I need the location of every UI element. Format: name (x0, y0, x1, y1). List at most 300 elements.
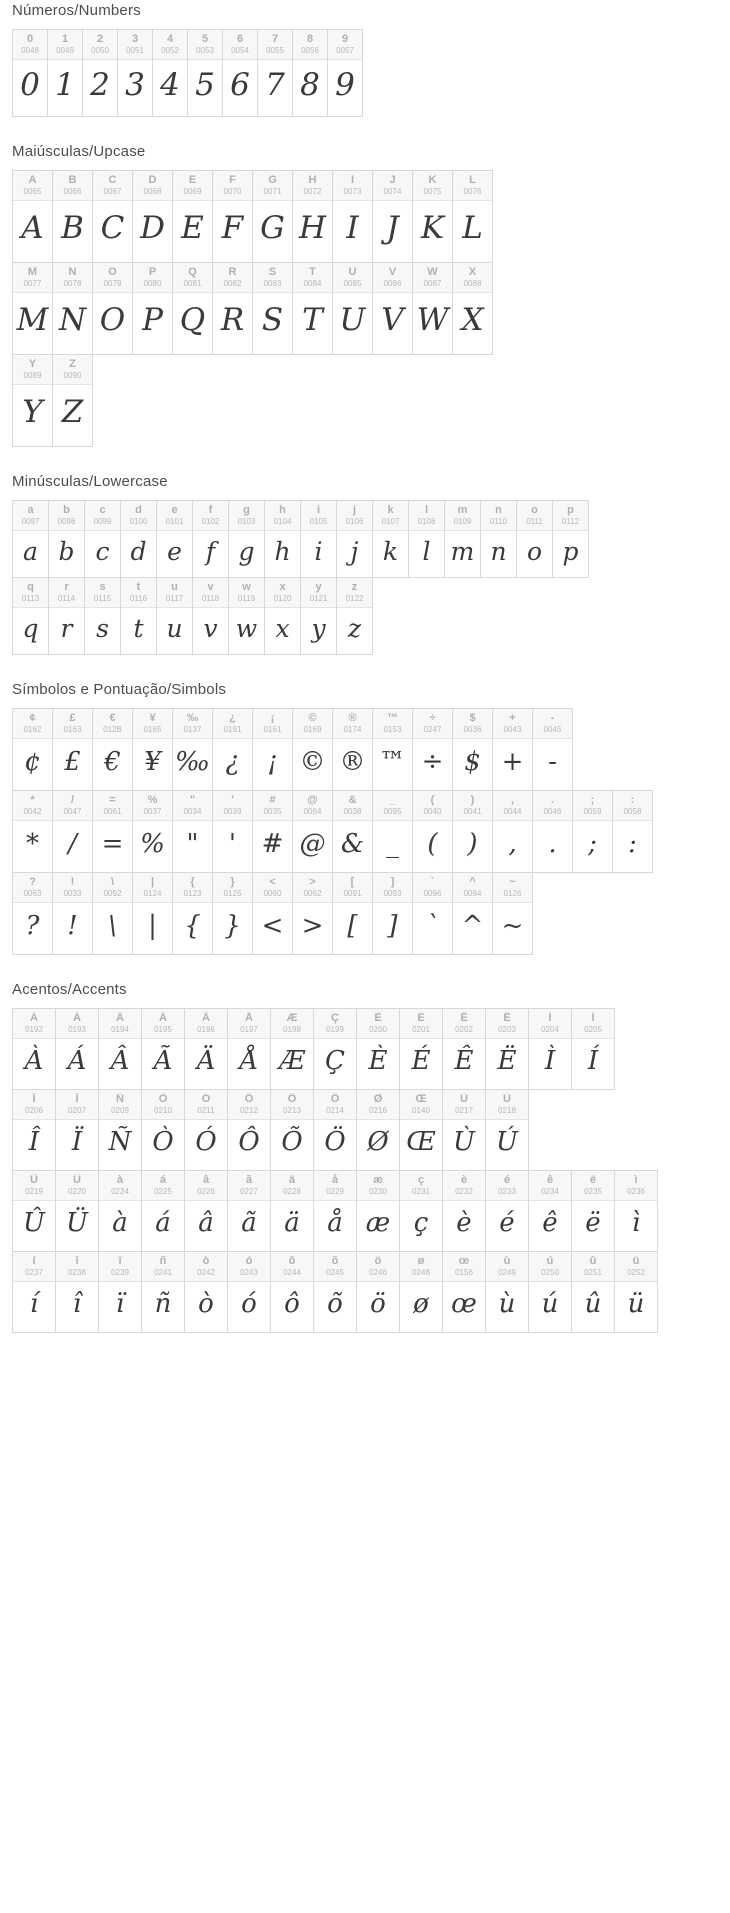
glyph-cell[interactable] (83, 29, 118, 117)
glyph-cell-header (53, 709, 92, 739)
glyph-cell-header (153, 30, 187, 60)
glyph-cell[interactable] (56, 1089, 99, 1171)
glyph-code-label: 0110 (489, 517, 508, 526)
glyph-character-label: â (202, 1174, 210, 1186)
glyph-cell[interactable] (333, 872, 373, 955)
glyph-cell[interactable] (314, 1170, 357, 1252)
glyph-cell[interactable] (223, 29, 258, 117)
glyph-sample: È (368, 1046, 388, 1076)
glyph-character-label: Î (32, 1093, 36, 1105)
glyph-cell[interactable] (293, 170, 333, 263)
glyph-cell[interactable] (573, 790, 613, 873)
glyph-cell-header (49, 501, 84, 531)
glyph-cell[interactable] (373, 262, 413, 355)
glyph-cell[interactable] (121, 577, 157, 655)
glyph-cell[interactable] (213, 170, 253, 263)
glyph-character-label: Ú (503, 1093, 511, 1105)
glyph-character-label: : (630, 794, 635, 806)
glyph-cell-header (253, 263, 292, 293)
glyph-section (12, 473, 730, 655)
glyph-cell[interactable] (271, 1251, 314, 1333)
glyph-cell-header (223, 30, 257, 60)
glyph-sample: T (302, 302, 323, 338)
glyph-sample: P (142, 302, 163, 338)
glyph-cell[interactable] (13, 872, 53, 955)
glyph-character-label: y (315, 581, 322, 593)
glyph-cell[interactable] (133, 708, 173, 791)
glyph-cell[interactable] (53, 872, 93, 955)
glyph-character-label: A (28, 174, 37, 186)
glyph-cell[interactable] (333, 790, 373, 873)
glyph-cell-header (253, 709, 292, 739)
glyph-cell[interactable] (133, 262, 173, 355)
glyph-sample: à (112, 1208, 128, 1238)
glyph-cell-header (314, 1009, 356, 1039)
glyph-code-label: 0084 (303, 279, 322, 288)
glyph-cell[interactable] (142, 1251, 185, 1333)
glyph-cell[interactable] (85, 577, 121, 655)
glyph-cell-header (453, 873, 492, 903)
glyph-cell[interactable] (333, 170, 373, 263)
glyph-sample: Á (67, 1046, 87, 1076)
glyph-character-label: M (27, 266, 38, 278)
glyph-sample: Ä (196, 1046, 216, 1076)
glyph-cell-header (453, 709, 492, 739)
glyph-cell[interactable] (373, 872, 413, 955)
glyph-character-label: Œ (415, 1093, 427, 1105)
glyph-cell[interactable] (13, 577, 49, 655)
glyph-cell[interactable] (413, 262, 453, 355)
glyph-cell[interactable] (337, 500, 373, 578)
glyph-cell[interactable] (193, 500, 229, 578)
glyph-cell[interactable] (373, 790, 413, 873)
glyph-cell[interactable] (56, 1170, 99, 1252)
glyph-cell[interactable] (13, 1089, 56, 1171)
glyph-cell[interactable] (271, 1089, 314, 1171)
glyph-cell[interactable] (253, 170, 293, 263)
glyph-cell[interactable] (228, 1251, 271, 1333)
glyph-cell[interactable] (357, 1251, 400, 1333)
glyph-cell[interactable] (400, 1008, 443, 1090)
glyph-cell-header (373, 263, 412, 293)
glyph-cell[interactable] (157, 500, 193, 578)
glyph-code-label: 0039 (223, 807, 242, 816)
glyph-cell[interactable] (53, 354, 93, 447)
glyph-row (12, 1089, 529, 1171)
glyph-cell-header (253, 791, 292, 821)
glyph-cell[interactable] (481, 500, 517, 578)
glyph-cell[interactable] (301, 577, 337, 655)
glyph-cell[interactable] (133, 170, 173, 263)
glyph-cell[interactable] (213, 872, 253, 955)
glyph-cell[interactable] (443, 1089, 486, 1171)
glyph-character-label: Ã (159, 1012, 167, 1024)
glyph-code-label: 0093 (383, 889, 402, 898)
glyph-cell[interactable] (613, 790, 653, 873)
glyph-character-label: Õ (287, 1093, 297, 1105)
glyph-cell-header (613, 791, 652, 821)
glyph-sample: ^ (461, 910, 484, 941)
glyph-code-label: 0242 (197, 1268, 215, 1277)
glyph-character-label: @ (307, 794, 318, 806)
glyph-sample: x (275, 613, 290, 643)
glyph-grid (12, 500, 730, 655)
glyph-code-label: 0052 (161, 46, 179, 55)
glyph-cell-header (271, 1252, 313, 1282)
glyph-cell-header (228, 1090, 270, 1120)
glyph-cell[interactable] (337, 577, 373, 655)
glyph-cell[interactable] (486, 1251, 529, 1333)
glyph-cell[interactable] (373, 708, 413, 791)
glyph-cell[interactable] (333, 708, 373, 791)
glyph-cell[interactable] (13, 708, 53, 791)
glyph-sample: ü (627, 1289, 645, 1319)
glyph-cell-header (409, 501, 444, 531)
glyph-sample: W (416, 302, 449, 338)
glyph-cell[interactable] (533, 790, 573, 873)
glyph-cell[interactable] (486, 1008, 529, 1090)
glyph-sample: J (386, 210, 399, 246)
glyph-cell[interactable] (173, 262, 213, 355)
glyph-cell[interactable] (118, 29, 153, 117)
glyph-cell[interactable] (314, 1008, 357, 1090)
glyph-character-label: í (32, 1255, 36, 1267)
glyph-cell[interactable] (188, 29, 223, 117)
glyph-cell[interactable] (229, 577, 265, 655)
glyph-cell[interactable] (48, 29, 83, 117)
glyph-cell[interactable] (413, 790, 453, 873)
glyph-cell[interactable] (142, 1170, 185, 1252)
glyph-cell[interactable] (53, 790, 93, 873)
glyph-cell[interactable] (253, 872, 293, 955)
glyph-cell[interactable] (229, 500, 265, 578)
glyph-character-label: v (207, 581, 214, 593)
glyph-character-label: Â (116, 1012, 124, 1024)
glyph-character-label: å (331, 1174, 339, 1186)
glyph-cell-header (121, 578, 156, 608)
glyph-cell[interactable] (56, 1251, 99, 1333)
glyph-cell[interactable] (445, 500, 481, 578)
glyph-code-label: 0236 (627, 1187, 645, 1196)
glyph-cell[interactable] (13, 1008, 56, 1090)
glyph-cell[interactable] (213, 790, 253, 873)
glyph-cell[interactable] (228, 1089, 271, 1171)
glyph-cell[interactable] (142, 1089, 185, 1171)
glyph-row (12, 708, 573, 791)
glyph-code-label: 0101 (165, 517, 184, 526)
glyph-cell-header (173, 263, 212, 293)
glyph-sample: € (104, 746, 121, 777)
glyph-code-label: 0237 (25, 1268, 43, 1277)
glyph-cell-header (333, 709, 372, 739)
glyph-character-label: i (316, 504, 321, 516)
glyph-cell[interactable] (213, 708, 253, 791)
glyph-character-label: Ñ (116, 1093, 124, 1105)
glyph-code-label: 0060 (263, 889, 282, 898)
glyph-cell-header (56, 1009, 98, 1039)
glyph-cell[interactable] (93, 708, 133, 791)
glyph-character-label: F (229, 174, 236, 186)
glyph-code-label: 0224 (111, 1187, 129, 1196)
glyph-character-label: ó (245, 1255, 253, 1267)
glyph-sample: ÷ (421, 746, 444, 777)
glyph-sample: ó (241, 1289, 257, 1319)
glyph-code-label: 0162 (23, 725, 42, 734)
glyph-cell[interactable] (93, 790, 133, 873)
glyph-cell[interactable] (13, 1251, 56, 1333)
glyph-cell[interactable] (453, 170, 493, 263)
glyph-cell[interactable] (85, 500, 121, 578)
glyph-cell[interactable] (529, 1170, 572, 1252)
glyph-cell-header (13, 355, 52, 385)
glyph-cell-header (572, 1252, 614, 1282)
glyph-cell[interactable] (328, 29, 363, 117)
glyph-cell[interactable] (615, 1170, 658, 1252)
glyph-cell[interactable] (173, 708, 213, 791)
glyph-cell[interactable] (453, 790, 493, 873)
glyph-sample: X (461, 302, 484, 338)
glyph-cell[interactable] (529, 1008, 572, 1090)
glyph-code-label: 0196 (197, 1025, 215, 1034)
glyph-cell-header (99, 1009, 141, 1039)
glyph-sample: } (224, 910, 241, 941)
glyph-cell[interactable] (93, 262, 133, 355)
glyph-cell-header (533, 709, 572, 739)
glyph-cell[interactable] (185, 1089, 228, 1171)
glyph-sample: á (155, 1208, 171, 1238)
glyph-cell[interactable] (301, 500, 337, 578)
glyph-code-label: 0234 (541, 1187, 559, 1196)
glyph-cell[interactable] (265, 500, 301, 578)
glyph-cell[interactable] (493, 872, 533, 955)
glyph-cell[interactable] (517, 500, 553, 578)
glyph-character-label: { (190, 876, 195, 888)
glyph-code-label: 0117 (165, 594, 184, 603)
glyph-cell[interactable] (142, 1008, 185, 1090)
glyph-code-label: 0046 (543, 807, 562, 816)
glyph-cell[interactable] (53, 708, 93, 791)
glyph-cell[interactable] (400, 1251, 443, 1333)
glyph-cell[interactable] (413, 708, 453, 791)
glyph-code-label: 0209 (111, 1106, 129, 1115)
glyph-cell[interactable] (133, 790, 173, 873)
glyph-cell[interactable] (493, 790, 533, 873)
glyph-code-label: 0156 (455, 1268, 473, 1277)
glyph-cell[interactable] (253, 790, 293, 873)
glyph-sample: è (456, 1208, 472, 1238)
glyph-cell[interactable] (293, 29, 328, 117)
glyph-cell-header (493, 873, 532, 903)
glyph-character-label: I (350, 174, 355, 186)
glyph-sample: í (29, 1289, 39, 1319)
glyph-character-label: ë (589, 1174, 597, 1186)
glyph-character-label: Ò (158, 1093, 168, 1105)
glyph-cell[interactable] (553, 500, 589, 578)
glyph-cell[interactable] (572, 1251, 615, 1333)
glyph-cell[interactable] (121, 500, 157, 578)
glyph-cell[interactable] (173, 872, 213, 955)
glyph-cell[interactable] (99, 1251, 142, 1333)
glyph-cell[interactable] (373, 170, 413, 263)
glyph-cell[interactable] (185, 1170, 228, 1252)
glyph-cell[interactable] (133, 872, 173, 955)
glyph-cell-header (293, 171, 332, 201)
glyph-character-label: ] (390, 876, 395, 888)
glyph-sample: 9 (335, 66, 355, 103)
glyph-code-label: 0122 (345, 594, 364, 603)
glyph-sample: N (58, 302, 87, 338)
glyph-code-label: 0068 (143, 187, 162, 196)
glyph-cell[interactable] (185, 1251, 228, 1333)
glyph-sample: : (628, 828, 637, 859)
glyph-cell[interactable] (409, 500, 445, 578)
glyph-cell[interactable] (253, 262, 293, 355)
glyph-cell[interactable] (193, 577, 229, 655)
glyph-cell[interactable] (572, 1170, 615, 1252)
glyph-cell[interactable] (533, 708, 573, 791)
glyph-cell-header (157, 578, 192, 608)
glyph-cell[interactable] (228, 1170, 271, 1252)
glyph-character-label: ' (231, 794, 234, 806)
glyph-character-label: t (136, 581, 141, 593)
glyph-cell[interactable] (453, 708, 493, 791)
glyph-cell[interactable] (314, 1089, 357, 1171)
glyph-cell[interactable] (486, 1170, 529, 1252)
glyph-cell[interactable] (413, 170, 453, 263)
glyph-character-label: ` (430, 876, 435, 888)
glyph-cell[interactable] (253, 708, 293, 791)
glyph-code-label: 0088 (463, 279, 482, 288)
glyph-cell[interactable] (157, 577, 193, 655)
glyph-cell[interactable] (443, 1170, 486, 1252)
glyph-cell[interactable] (99, 1089, 142, 1171)
glyph-character-label: p (567, 504, 574, 516)
sections-container (12, 2, 730, 1333)
glyph-cell[interactable] (453, 872, 493, 955)
glyph-cell[interactable] (529, 1251, 572, 1333)
glyph-code-label: 0056 (301, 46, 319, 55)
glyph-sample: ® (339, 746, 366, 777)
glyph-code-label: 0100 (129, 517, 148, 526)
glyph-cell[interactable] (293, 872, 333, 955)
glyph-character-label: û (589, 1255, 597, 1267)
glyph-cell[interactable] (293, 262, 333, 355)
glyph-character-label: , (510, 794, 515, 806)
glyph-cell[interactable] (13, 170, 53, 263)
glyph-cell[interactable] (293, 790, 333, 873)
glyph-cell[interactable] (486, 1089, 529, 1171)
glyph-cell-header (357, 1252, 399, 1282)
glyph-character-label: õ (331, 1255, 339, 1267)
glyph-cell[interactable] (453, 262, 493, 355)
glyph-cell-header (615, 1171, 657, 1201)
glyph-cell[interactable] (400, 1170, 443, 1252)
glyph-sample: Ë (497, 1046, 517, 1076)
glyph-cell[interactable] (357, 1008, 400, 1090)
glyph-sample: ( (427, 828, 438, 859)
glyph-cell[interactable] (443, 1251, 486, 1333)
glyph-cell[interactable] (99, 1008, 142, 1090)
glyph-code-label: 0112 (561, 517, 580, 526)
glyph-cell[interactable] (333, 262, 373, 355)
glyph-cell-header (213, 709, 252, 739)
glyph-cell[interactable] (13, 500, 49, 578)
glyph-cell[interactable] (153, 29, 188, 117)
glyph-character-label: ™ (387, 712, 398, 724)
glyph-code-label: 0124 (143, 889, 162, 898)
glyph-sample: © (299, 746, 326, 777)
glyph-cell[interactable] (93, 872, 133, 955)
glyph-cell[interactable] (13, 262, 53, 355)
glyph-character-label: ò (202, 1255, 210, 1267)
glyph-sample: ã (241, 1208, 257, 1238)
glyph-cell[interactable] (53, 262, 93, 355)
glyph-sample: H (298, 210, 327, 246)
glyph-cell[interactable] (413, 872, 453, 955)
glyph-cell[interactable] (271, 1170, 314, 1252)
glyph-code-label: 012B (103, 725, 122, 734)
glyph-sample: Œ (406, 1127, 436, 1157)
glyph-cell[interactable] (213, 262, 253, 355)
glyph-cell[interactable] (49, 500, 85, 578)
glyph-cell[interactable] (615, 1251, 658, 1333)
glyph-cell-header (443, 1171, 485, 1201)
glyph-cell-header (357, 1009, 399, 1039)
glyph-cell[interactable] (258, 29, 293, 117)
glyph-cell[interactable] (53, 170, 93, 263)
glyph-cell[interactable] (400, 1089, 443, 1171)
glyph-code-label: 0044 (503, 807, 522, 816)
glyph-cell[interactable] (293, 708, 333, 791)
glyph-cell[interactable] (13, 29, 48, 117)
glyph-cell[interactable] (493, 708, 533, 791)
glyph-code-label: 0241 (154, 1268, 172, 1277)
glyph-character-label: ã (245, 1174, 253, 1186)
glyph-cell[interactable] (185, 1008, 228, 1090)
glyph-cell[interactable] (13, 790, 53, 873)
glyph-cell[interactable] (373, 500, 409, 578)
glyph-cell[interactable] (265, 577, 301, 655)
glyph-cell-header (133, 709, 172, 739)
glyph-sample: I (346, 210, 359, 246)
glyph-cell[interactable] (228, 1008, 271, 1090)
glyph-cell-header (99, 1090, 141, 1120)
glyph-cell[interactable] (443, 1008, 486, 1090)
glyph-cell-header (185, 1171, 227, 1201)
glyph-character-label: ú (546, 1255, 554, 1267)
glyph-cell[interactable] (13, 1170, 56, 1252)
glyph-cell[interactable] (357, 1089, 400, 1171)
glyph-character-label: á (159, 1174, 167, 1186)
glyph-cell[interactable] (314, 1251, 357, 1333)
glyph-cell[interactable] (572, 1008, 615, 1090)
glyph-cell[interactable] (271, 1008, 314, 1090)
glyph-code-label: 0245 (326, 1268, 344, 1277)
glyph-cell-header (13, 1090, 55, 1120)
glyph-cell[interactable] (13, 354, 53, 447)
glyph-cell[interactable] (56, 1008, 99, 1090)
glyph-cell[interactable] (357, 1170, 400, 1252)
glyph-cell[interactable] (173, 790, 213, 873)
glyph-character-label: ¿ (229, 712, 236, 724)
glyph-cell[interactable] (93, 170, 133, 263)
glyph-character-label: ¡ (270, 712, 275, 724)
glyph-cell[interactable] (173, 170, 213, 263)
glyph-cell[interactable] (99, 1170, 142, 1252)
glyph-cell[interactable] (49, 577, 85, 655)
glyph-code-label: 0076 (463, 187, 482, 196)
glyph-character-label: m (457, 504, 468, 516)
